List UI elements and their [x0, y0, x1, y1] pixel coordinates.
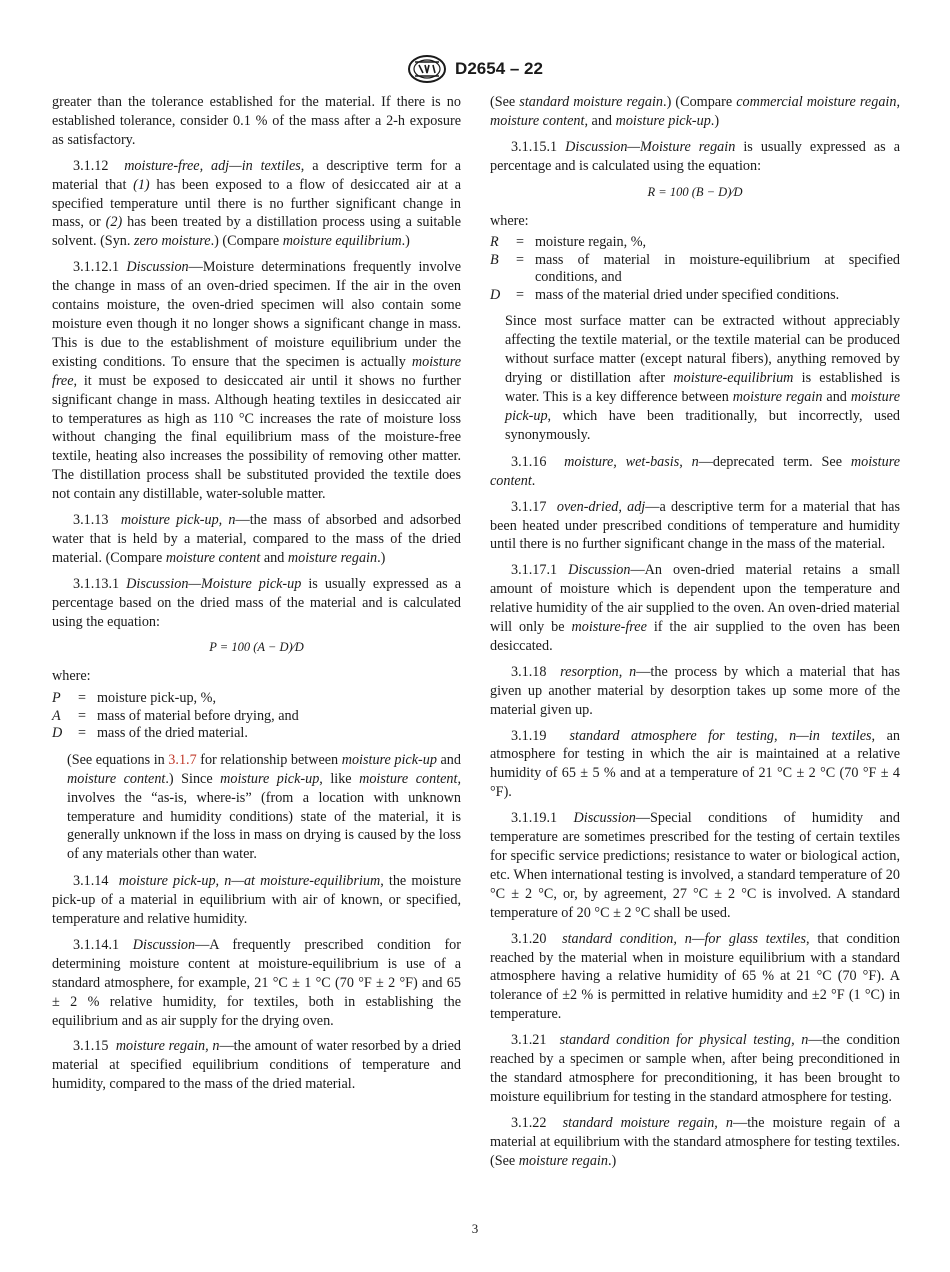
astm-logo-icon — [407, 54, 447, 84]
where-label: where: — [490, 212, 529, 229]
definition-row: B = mass of material in moisture-equilibrium at specified conditions, and — [490, 251, 900, 286]
page-number: 3 — [471, 1221, 479, 1236]
section-3-1-17: 3.1.17 oven-dried, adj—a descriptive term for a material that has been heated under prescribed conditions of temperature and humidity until there is no further significant change in the mass of the material. — [490, 498, 901, 553]
section-3-1-19-1: 3.1.19.1 Discussion—Special conditions of humidity and temperature are sometimes prescribed for the testing of certain textiles for specific service predictions; resistance to water or biological action, etc. When international testing is involved, a standard temperature of 20 °C ± 2 °C, or, by agreement, 27 °C ± 2 °C is involved. A standard temperature of 20 °C ± 2 °C shall be used. — [490, 810, 900, 921]
section-3-1-20: 3.1.20 standard condition, n—for glass textiles, that condition reached by the material when in moisture equilibrium with a standard atmosphere having a relative humidity of 65 % at 21 °C (70 °F). A tolerance of ±2 % is permitted in relative humidity and ±2 °F (1 °C) in temperature. — [490, 930, 901, 1023]
right-column — [490, 93, 900, 1178]
section-3-1-21: 3.1.21 standard condition for physical testing, n—the condition reached by a specimen or sample when, after being preconditioned in the standard atmosphere for preconditioning, it has been brought to moisture equilibrium for testing in the standard atmosphere for testing. — [490, 1032, 900, 1105]
section-3-1-12: 3.1.12 moisture-free, adj—in textiles, a descriptive term for a material that (1) has been exposed to a flow of desiccated air at a specified temperature until there is no further significant change in mass, or (2) has been treated by a distillation process using a suitable solvent. (Syn. zero moisture.) (Compare moisture equilibrium.) — [52, 157, 462, 250]
left-column — [52, 93, 461, 1101]
section-3-1-19: 3.1.19 standard atmosphere for testing, n—in textiles, an atmosphere for testing in which the air is maintained at a relative humidity of 65 ± 5 % and at a temperature of 21 °C ± 2 °C (70 °F ± 4 °F). — [490, 727, 900, 801]
section-3-1-22: 3.1.22 standard moisture regain, n—the moisture regain of a material at equilibrium with the standard atmosphere for testing textiles. (See moisture regain.) — [490, 1114, 901, 1169]
definition-row: P = moisture pick-up, %, — [52, 690, 216, 707]
section-3-1-13: 3.1.13 moisture pick-up, n—the mass of absorbed and adsorbed water that is held by a material, compared to the mass of the dried material. (Compare moisture content and moisture regain.) — [52, 512, 462, 566]
equation-regain: R = 100 (B − D)⁄D — [647, 184, 743, 199]
section-3-1-12-1: 3.1.12.1 Discussion—Moisture determinations frequently involve the change in mass of an oven-dried specimen. If the air in the oven contains moisture, the oven-dried specimen will also contain some moisture even though it no longer shows a significant change in mass. This is due to the establishment of moisture equilibrium under the existing conditions. To ensure that the specimen is actually moisture free, it must be exposed to desiccated air until it shows no further significant change in mass. Although heating textiles in desiccated air to temperatures as high as 110 °C increases the rate of moisture loss without changing the final equilibrium mass of the moisture-free textile, heating also increases the possibility of removing other matter. The distillation process shall be substituted provided the textile does not contain any distillable, water-soluble matter. — [52, 259, 462, 503]
definition-row: A = mass of material before drying, and — [52, 707, 299, 724]
section-3-1-14: 3.1.14 moisture pick-up, n—at moisture-equilibrium, the moisture pick-up of a material in equilibrium with air of known, or specified, temperature and relative humidity. — [52, 873, 461, 928]
continued-paragraph: greater than the tolerance established for the material. If there is no established tolerance, consider 0.1 % of the mass after a 2-h exposure as satisfactory. — [52, 94, 461, 148]
section-3-1-18: 3.1.18 resorption, n—the process by which a material that has given up another material by desorption takes up some more of the material given up. — [490, 663, 901, 718]
variable-definitions — [52, 690, 299, 743]
continued-paragraph: (See standard moisture regain.) (Compare commercial moisture regain, moisture content, and moisture pick-up.) — [490, 94, 900, 129]
section-3-1-15: 3.1.15 moisture regain, n—the amount of water resorbed by a dried material at specified equilibrium conditions of temperature and humidity, compared to the mass of the dried material. — [52, 1038, 461, 1093]
page-header — [0, 54, 950, 84]
definition-row: D = mass of the material dried under specified conditions. — [490, 286, 840, 303]
section-link-3-1-7[interactable]: 3.1.7 — [168, 751, 197, 768]
section-3-1-13-1: 3.1.13.1 Discussion—Moisture pick-up is usually expressed as a percentage based on the dried mass of the material and is calculated using the equation: — [52, 575, 461, 630]
section-3-1-17-1: 3.1.17.1 Discussion—An oven-dried material retains a small amount of moisture which is dependent upon the temperature and relative humidity of the air supplied to the oven. An oven-dried material will only be moisture-free if the air supplied to the oven has been desiccated. — [490, 562, 901, 654]
definition-row: D = mass of the dried material. — [52, 725, 248, 742]
where-label: where: — [52, 668, 91, 685]
equation-pick-up: P = 100 (A − D)⁄D — [209, 640, 304, 655]
section-3-1-15-1: 3.1.15.1 Discussion—Moisture regain is usually expressed as a percentage and is calculated using the equation: — [490, 138, 900, 174]
section-3-1-14-1: 3.1.14.1 Discussion—A frequently prescribed condition for determining moisture content at moisture-equilibrium is use of a standard atmosphere, for example, 21 °C ± 1 °C (70 °F ± 2 °F) and 65 ± 2 % relative humidity, for textiles, both in establishing the equilibrium and as air supply for the drying oven. — [52, 936, 461, 1029]
variable-definitions — [490, 234, 900, 304]
pick-up-note: (See equations in 3.1.7 for relationship between moisture pick-up and moisture content.) Since moisture pick-up, like moisture content, involves the “as-is, where-is” (from a location with unknown temperature and humidity conditions) state of the material, it is generally unknown if the loss in mass on drying is caused by the loss of any materials other than water. — [67, 751, 462, 863]
definition-row: R = moisture regain, %, — [490, 234, 647, 251]
standard-designation: D2654 – 22 — [455, 59, 543, 78]
section-3-1-16: 3.1.16 moisture, wet-basis, n—deprecated term. See moisture content. — [490, 453, 901, 489]
regain-note: Since most surface matter can be extracted without appreciably affecting the textile material, or the textile material can be produced without surface matter (except natural fibers), anything removed by drying or distillation after moisture-equilibrium is established is water. This is a key difference between moisture regain and moisture pick-up, which have been traditionally, but incorrectly, used synonymously. — [505, 313, 900, 443]
